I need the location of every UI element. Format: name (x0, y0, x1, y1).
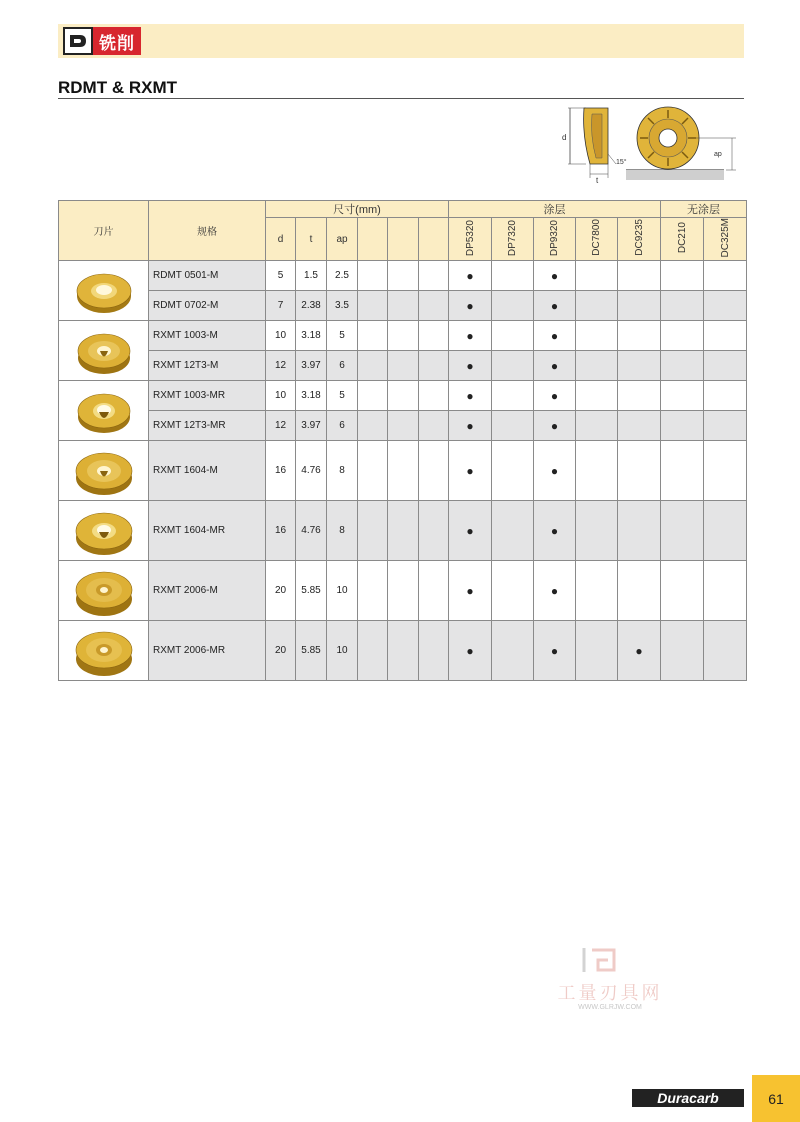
cell-empty (704, 261, 747, 291)
cell-empty (576, 261, 618, 291)
rdmt-insert-image (73, 266, 135, 316)
rxmt-2006-insert-image (71, 563, 137, 619)
cell-empty (661, 261, 704, 291)
grade-availability-dot: ● (534, 411, 576, 441)
cell-empty (661, 621, 704, 681)
cell-ap: 3.5 (327, 291, 358, 321)
page-title: RDMT & RXMT (58, 78, 177, 97)
cell-empty (388, 561, 419, 621)
cell-empty (576, 411, 618, 441)
cell-empty (492, 621, 534, 681)
cell-empty (358, 441, 388, 501)
cell-empty (576, 561, 618, 621)
grade-label: DP9320 (549, 219, 560, 256)
grade-availability-dot: ● (534, 351, 576, 381)
diagram-label-angle: 15° (616, 159, 627, 166)
cell-d: 10 (266, 381, 296, 411)
cell-empty (661, 501, 704, 561)
cell-empty (704, 411, 747, 441)
cell-t: 3.97 (296, 411, 327, 441)
cell-empty (388, 291, 419, 321)
grade-label: DC7800 (591, 219, 602, 257)
cell-t: 5.85 (296, 561, 327, 621)
cell-empty (618, 501, 661, 561)
cell-empty (704, 381, 747, 411)
watermark-url: WWW.GLRJW.COM (578, 1004, 642, 1011)
cell-empty (576, 621, 618, 681)
spec-name: RXMT 2006-MR (149, 621, 266, 681)
cell-d: 16 (266, 441, 296, 501)
grade-availability-dot: ● (534, 321, 576, 351)
cell-empty (704, 291, 747, 321)
cell-empty (492, 411, 534, 441)
cell-empty (576, 291, 618, 321)
cell-empty (419, 321, 449, 351)
rxmt-1604-insert-image (71, 443, 137, 499)
header-uncoated: 无涂层 (661, 201, 747, 218)
grade-availability-dot: ● (449, 561, 492, 621)
grade-availability-dot: ● (534, 441, 576, 501)
cell-empty (661, 351, 704, 381)
duracarb-d-icon (63, 27, 93, 55)
cell-empty (419, 261, 449, 291)
category-label: 铣削 (93, 27, 141, 55)
grade-availability-dot: ● (449, 381, 492, 411)
cell-empty (661, 291, 704, 321)
grade-availability-dot: ● (449, 501, 492, 561)
header-grade (534, 218, 576, 261)
cell-empty (576, 441, 618, 501)
header-grade (704, 218, 747, 261)
title-divider (58, 98, 744, 99)
cell-empty (419, 501, 449, 561)
cell-empty (704, 501, 747, 561)
cell-empty (419, 411, 449, 441)
cell-empty (618, 291, 661, 321)
cell-empty (388, 411, 419, 441)
diagram-label-d: d (562, 133, 567, 142)
cell-empty (358, 291, 388, 321)
header-insert: 刀片 (59, 201, 149, 261)
table-row (59, 291, 747, 321)
grade-availability-dot: ● (534, 261, 576, 291)
cell-empty (661, 321, 704, 351)
grade-label: DC210 (676, 222, 688, 254)
cell-empty (388, 501, 419, 561)
header-grade (618, 218, 661, 261)
cell-ap: 6 (327, 351, 358, 381)
cell-empty (618, 321, 661, 351)
table-row (59, 381, 747, 411)
cell-empty (419, 561, 449, 621)
header-ap: ap (327, 218, 358, 261)
cell-empty (388, 321, 419, 351)
cell-empty (388, 441, 419, 501)
spec-name: RXMT 1003-MR (149, 381, 266, 411)
cell-empty (492, 351, 534, 381)
table-row (59, 561, 747, 621)
cell-empty (576, 381, 618, 411)
cell-empty (358, 621, 388, 681)
insert-image-cell (59, 561, 149, 621)
cell-t: 5.85 (296, 621, 327, 681)
cell-d: 7 (266, 291, 296, 321)
cell-empty (704, 321, 747, 351)
watermark-logo-icon (580, 946, 620, 974)
cell-empty (576, 501, 618, 561)
header-blank (358, 218, 388, 261)
cell-ap: 5 (327, 381, 358, 411)
grade-label: DP7320 (507, 219, 518, 256)
cell-t: 3.18 (296, 381, 327, 411)
grade-availability-dot: ● (449, 261, 492, 291)
watermark-text: 工量刃具网 (557, 983, 663, 1004)
cell-empty (661, 411, 704, 441)
cell-t: 1.5 (296, 261, 327, 291)
cell-ap: 6 (327, 411, 358, 441)
cell-empty (492, 561, 534, 621)
spec-name: RXMT 12T3-MR (149, 411, 266, 441)
cell-empty (618, 411, 661, 441)
insert-image-cell (59, 441, 149, 501)
cell-empty (576, 321, 618, 351)
cell-empty (419, 291, 449, 321)
table-row (59, 321, 747, 351)
cell-t: 3.18 (296, 321, 327, 351)
cell-d: 16 (266, 501, 296, 561)
header-spec: 规格 (149, 201, 266, 261)
header-grade (576, 218, 618, 261)
grade-availability-dot: ● (618, 621, 661, 681)
page-number: 61 (752, 1075, 800, 1122)
header-blank (388, 218, 419, 261)
rxmt-mr-insert-image (73, 384, 135, 438)
cell-empty (388, 621, 419, 681)
grade-availability-dot: ● (534, 501, 576, 561)
cell-empty (358, 381, 388, 411)
cell-empty (492, 381, 534, 411)
brand-logo (632, 1089, 744, 1107)
spec-name: RXMT 1604-MR (149, 501, 266, 561)
cell-empty (388, 381, 419, 411)
cell-empty (618, 441, 661, 501)
cell-empty (704, 441, 747, 501)
spec-name: RXMT 1604-M (149, 441, 266, 501)
cell-ap: 2.5 (327, 261, 358, 291)
cell-empty (661, 561, 704, 621)
header-grade (661, 218, 704, 261)
header-blank (419, 218, 449, 261)
cell-empty (419, 351, 449, 381)
cell-empty (358, 261, 388, 291)
insert-image-cell (59, 381, 149, 441)
cell-empty (618, 561, 661, 621)
cell-d: 10 (266, 321, 296, 351)
spec-name: RXMT 12T3-M (149, 351, 266, 381)
cell-d: 12 (266, 411, 296, 441)
cell-empty (492, 321, 534, 351)
rxmt-2006-mr-insert-image (71, 623, 137, 679)
rxmt-insert-image (73, 324, 135, 378)
brand-name: Duracarb (657, 1090, 719, 1106)
cell-empty (492, 261, 534, 291)
insert-image-cell (59, 321, 149, 381)
table-row (59, 351, 747, 381)
cell-empty (704, 351, 747, 381)
cell-empty (661, 381, 704, 411)
cell-empty (618, 381, 661, 411)
header-grade (492, 218, 534, 261)
cell-empty (358, 501, 388, 561)
grade-label: DC325M (719, 218, 731, 258)
table-row (59, 411, 747, 441)
insert-dimension-diagram (556, 104, 746, 190)
diagram-label-t: t (596, 176, 599, 185)
insert-spec-table (58, 200, 747, 681)
cell-empty (419, 381, 449, 411)
header-dimensions: 尺寸(mm) (266, 201, 449, 218)
grade-availability-dot: ● (534, 381, 576, 411)
cell-empty (358, 411, 388, 441)
header-d: d (266, 218, 296, 261)
cell-empty (388, 351, 419, 381)
cell-empty (358, 561, 388, 621)
grade-availability-dot: ● (449, 621, 492, 681)
cell-ap: 10 (327, 621, 358, 681)
grade-availability-dot: ● (449, 321, 492, 351)
cell-empty (419, 441, 449, 501)
cell-empty (704, 621, 747, 681)
cell-d: 12 (266, 351, 296, 381)
spec-name: RXMT 2006-M (149, 561, 266, 621)
cell-d: 5 (266, 261, 296, 291)
cell-empty (704, 561, 747, 621)
category-logo (63, 27, 141, 55)
header-bar (58, 24, 744, 58)
insert-image-cell (59, 261, 149, 321)
cell-empty (492, 441, 534, 501)
grade-availability-dot: ● (534, 561, 576, 621)
site-watermark (540, 946, 680, 1016)
cell-empty (358, 321, 388, 351)
table-row (59, 501, 747, 561)
cell-empty (618, 351, 661, 381)
insert-image-cell (59, 621, 149, 681)
cell-empty (419, 621, 449, 681)
cell-empty (492, 501, 534, 561)
diagram-label-ap: ap (714, 151, 722, 158)
cell-empty (618, 261, 661, 291)
cell-empty (576, 351, 618, 381)
cell-empty (388, 261, 419, 291)
table-row (59, 621, 747, 681)
table-row (59, 441, 747, 501)
cell-ap: 8 (327, 501, 358, 561)
grade-label: DC9235 (633, 219, 645, 257)
cell-t: 2.38 (296, 291, 327, 321)
cell-ap: 8 (327, 441, 358, 501)
grade-availability-dot: ● (449, 411, 492, 441)
cell-d: 20 (266, 561, 296, 621)
cell-t: 3.97 (296, 351, 327, 381)
grade-availability-dot: ● (449, 291, 492, 321)
cell-ap: 10 (327, 561, 358, 621)
cell-ap: 5 (327, 321, 358, 351)
spec-name: RDMT 0501-M (149, 261, 266, 291)
header-grade (449, 218, 492, 261)
table-row (59, 261, 747, 291)
header-coated: 涂层 (449, 201, 661, 218)
header-t: t (296, 218, 327, 261)
grade-availability-dot: ● (534, 621, 576, 681)
cell-empty (358, 351, 388, 381)
grade-label: DP5320 (464, 219, 476, 256)
cell-t: 4.76 (296, 501, 327, 561)
cell-t: 4.76 (296, 441, 327, 501)
cell-empty (661, 441, 704, 501)
grade-availability-dot: ● (449, 351, 492, 381)
grade-availability-dot: ● (534, 291, 576, 321)
insert-image-cell (59, 501, 149, 561)
grade-availability-dot: ● (449, 441, 492, 501)
spec-name: RDMT 0702-M (149, 291, 266, 321)
cell-empty (492, 291, 534, 321)
rxmt-1604-mr-insert-image (71, 503, 137, 559)
spec-name: RXMT 1003-M (149, 321, 266, 351)
cell-d: 20 (266, 621, 296, 681)
